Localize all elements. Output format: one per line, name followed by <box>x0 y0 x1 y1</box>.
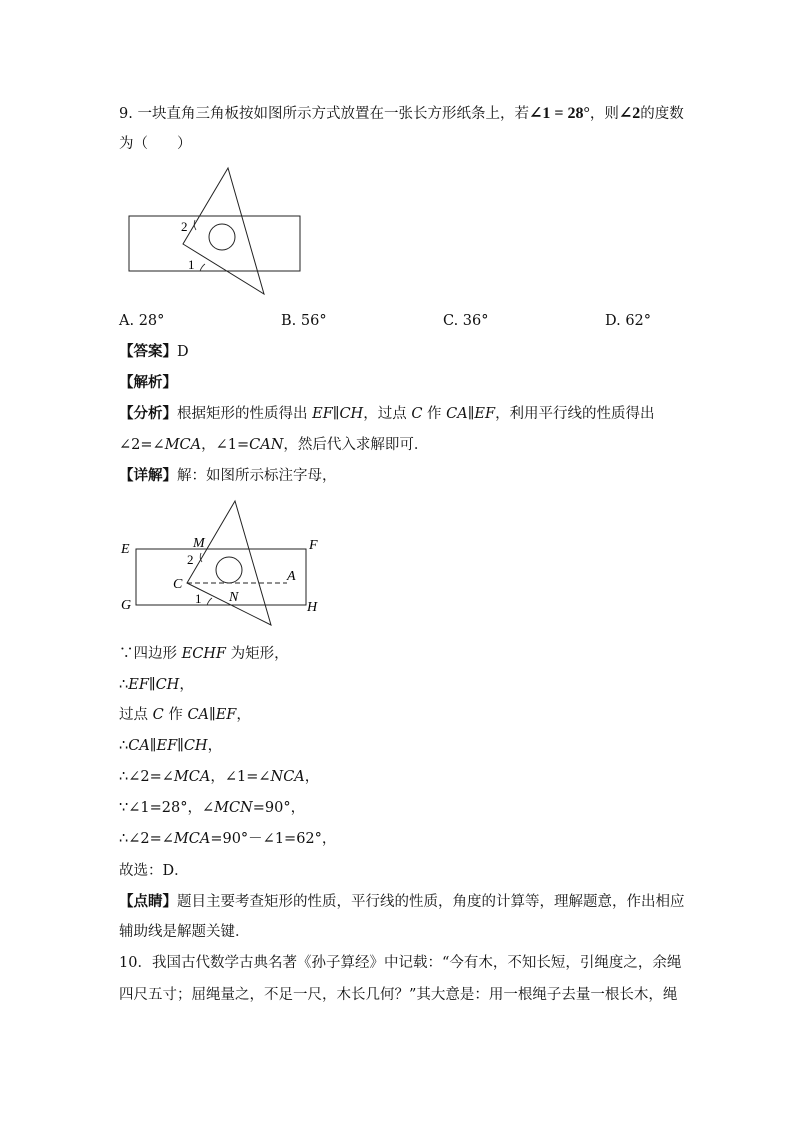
step-text: ∴∠2=∠ <box>119 769 174 785</box>
fenxi-text: 作 <box>422 406 447 422</box>
dianjing-line1 <box>119 892 685 912</box>
detail-tag: 【详解】 <box>119 467 177 484</box>
figure1-label-1: 1 <box>188 257 195 272</box>
answer-value: D <box>177 344 189 360</box>
step-2 <box>119 675 194 695</box>
q9-target: ∠2 <box>618 105 641 122</box>
fenxi-math: MCA <box>164 437 202 453</box>
dianjing-tag: 【点睛】 <box>119 893 177 910</box>
option-c-value: 36° <box>462 313 489 329</box>
label-g: G <box>121 598 132 613</box>
fenxi-text: ，利用平行线的性质得出 <box>495 406 655 422</box>
step-math: EF∥CH <box>128 677 180 693</box>
step-text: 过点 <box>119 707 153 723</box>
label-e: E <box>121 542 130 557</box>
step-text: ， <box>304 769 320 785</box>
step-math: CA∥EF∥CH <box>128 738 208 754</box>
analysis-tag: 【解析】 <box>119 374 177 391</box>
label-angle-2: 2 <box>187 552 194 567</box>
conclusion: 故选：D． <box>119 863 189 879</box>
option-d-letter: D. <box>605 313 621 329</box>
step-math: NCA <box>270 769 305 785</box>
q9-stem-line2: 为（ ） <box>119 136 192 152</box>
step-5 <box>119 767 319 787</box>
q9-condition: ∠1 = 28° <box>528 105 590 122</box>
label-m: M <box>193 536 205 551</box>
fenxi-math: EF∥CH <box>312 406 364 422</box>
fenxi-text: 根据矩形的性质得出 <box>177 406 313 422</box>
label-a: A <box>287 569 296 584</box>
option-b-value: 56° <box>300 313 327 329</box>
q9-text-b: ，则 <box>589 106 619 122</box>
step-math: CA∥EF <box>187 707 237 723</box>
step-text: ∵四边形 <box>119 646 182 662</box>
set-square-2 <box>187 501 271 625</box>
step-math: MCN <box>214 800 253 816</box>
step-math: C <box>152 707 164 723</box>
dianjing-line2: 辅助线是解题关键． <box>119 924 250 940</box>
fenxi-text: ，∠1= <box>201 437 250 453</box>
step-text: =90°－∠1=62°， <box>210 831 337 847</box>
detail-text: 解：如图所示标注字母， <box>177 468 337 484</box>
step-math: MCA <box>173 831 211 847</box>
fenxi-math: C <box>411 406 423 422</box>
fenxi-text: ，然后代入求解即可． <box>283 437 429 453</box>
step-1 <box>119 644 289 664</box>
step-text: ∴ <box>119 677 129 693</box>
figure1-label-2: 2 <box>181 219 188 234</box>
angle-1-arc-2 <box>207 598 212 605</box>
step-text: =90°， <box>252 800 306 816</box>
step-6 <box>119 798 305 818</box>
label-h: H <box>307 600 318 615</box>
q9-text-c: 的度数 <box>640 106 684 122</box>
step-text: 作 <box>163 707 188 723</box>
label-angle-1: 1 <box>195 591 202 606</box>
step-7 <box>119 829 336 849</box>
q9-text-a: 一块直角三角板按如图所示方式放置在一张长方形纸条上，若 <box>137 106 529 122</box>
dianjing-text-1: 题目主要考查矩形的性质，平行线的性质，角度的计算等，理解题意，作出相应 <box>177 894 685 910</box>
step-text: ∴ <box>119 738 129 754</box>
q9-number: 9. <box>119 106 133 122</box>
step-4 <box>119 736 222 756</box>
fenxi-tag: 【分析】 <box>119 405 177 422</box>
step-text: ， <box>207 738 223 754</box>
rectangle-echf <box>136 549 306 605</box>
fenxi-text: ，过点 <box>363 406 412 422</box>
fenxi-text: ∠2=∠ <box>119 437 165 453</box>
step-3 <box>119 705 251 725</box>
fenxi-math: CA∥EF <box>446 406 496 422</box>
option-a-value: 28° <box>138 313 165 329</box>
label-n: N <box>229 590 239 605</box>
label-f: F <box>309 538 318 553</box>
option-b-letter: B. <box>281 313 297 329</box>
step-text: ， <box>179 677 194 693</box>
option-a-letter: A. <box>119 313 135 329</box>
q10-line2: 四尺五寸；屈绳量之，不足一尺，木长几何？”其大意是：用一根绳子去量一根长木，绳 <box>119 987 678 1003</box>
step-text: ，∠1=∠ <box>210 769 271 785</box>
step-text: ， <box>236 707 251 723</box>
answer-tag: 【答案】 <box>119 343 177 360</box>
set-square-hole-2 <box>216 557 242 583</box>
fenxi-math: CAN <box>249 437 284 453</box>
step-math: ECHF <box>181 646 226 662</box>
step-math: MCA <box>173 769 211 785</box>
step-text: ∴∠2=∠ <box>119 831 174 847</box>
step-text: 为矩形， <box>226 646 289 662</box>
q10-line1: 10．我国古代数学古典名著《孙子算经》中记载：“今有木，不知长短，引绳度之，余绳 <box>119 955 682 971</box>
step-text: ∵∠1=28°，∠ <box>119 800 215 816</box>
option-d-value: 62° <box>625 313 652 329</box>
label-c: C <box>173 577 183 592</box>
option-c-letter: C. <box>443 313 459 329</box>
